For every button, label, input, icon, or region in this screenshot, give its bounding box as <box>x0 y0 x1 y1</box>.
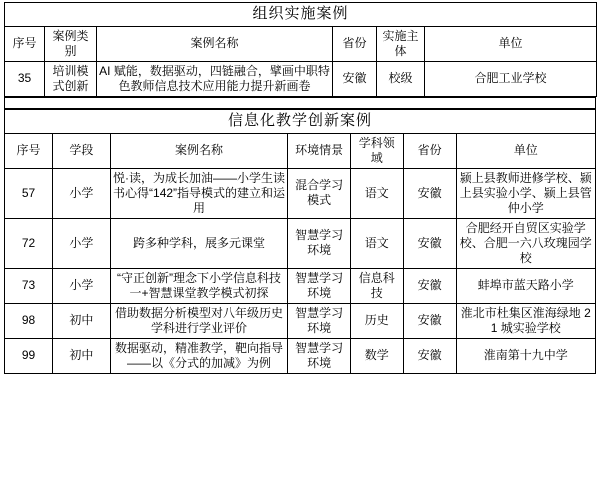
table-row <box>5 218 596 268</box>
col-header-unit: 单位 <box>425 26 597 61</box>
cell-environment: 智慧学习环境 <box>288 338 350 373</box>
col-header-case-name-2: 案例名称 <box>110 133 288 168</box>
cell-case-name: 悦·读，为成长加油——小学生读书心得“142”指导模式的建立和运用 <box>110 168 288 218</box>
spacer-row <box>5 97 596 108</box>
cell-province: 安徽 <box>403 168 456 218</box>
table-row <box>5 303 596 338</box>
cell-stage: 初中 <box>53 338 111 373</box>
section-title-row-2 <box>5 109 596 133</box>
col-header-province-2: 省份 <box>403 133 456 168</box>
cell-stage: 初中 <box>53 303 111 338</box>
cell-case-name: “守正创新”理念下小学信息科技一+智慧课堂教学模式初探 <box>110 268 288 303</box>
cell-province: 安徽 <box>403 268 456 303</box>
cell-no: 57 <box>5 168 53 218</box>
section-title-2: 信息化教学创新案例 <box>5 109 596 133</box>
cell-no: 73 <box>5 268 53 303</box>
table-header-row-2 <box>5 133 596 168</box>
cell-no: 99 <box>5 338 53 373</box>
cell-unit: 颍上县教师进修学校、颍上县实验小学、颍上县管仲小学 <box>456 168 595 218</box>
cell-no: 35 <box>5 61 45 96</box>
table-row <box>5 168 596 218</box>
cell-no: 72 <box>5 218 53 268</box>
cell-province: 安徽 <box>403 218 456 268</box>
cell-environment: 智慧学习环境 <box>288 303 350 338</box>
cell-environment: 混合学习模式 <box>288 168 350 218</box>
organization-implementation-table <box>4 2 597 97</box>
cell-case-name: AI 赋能，数据驱动，四链融合，擘画中职特色教师信息技术应用能力提升新画卷 <box>97 61 333 96</box>
cell-province: 安徽 <box>403 303 456 338</box>
cell-discipline: 语文 <box>350 168 403 218</box>
table-row <box>5 338 596 373</box>
cell-case-name: 跨多种学科，展多元课堂 <box>110 218 288 268</box>
teaching-innovation-table <box>4 109 596 374</box>
cell-unit: 淮北市杜集区淮海绿地 21 城实验学校 <box>456 303 595 338</box>
cell-unit: 合肥经开自贸区实验学校、合肥一六八玫瑰园学校 <box>456 218 595 268</box>
col-header-environment: 环境情景 <box>288 133 350 168</box>
cell-unit: 蚌埠市蓝天路小学 <box>456 268 595 303</box>
cell-unit: 淮南第十九中学 <box>456 338 595 373</box>
cell-stage: 小学 <box>53 168 111 218</box>
section-title-1: 组织实施案例 <box>5 3 597 27</box>
cell-stage: 小学 <box>53 218 111 268</box>
col-header-category: 案例类别 <box>45 26 97 61</box>
cell-category: 培训模式创新 <box>45 61 97 96</box>
spacer-table <box>4 97 596 109</box>
cell-discipline: 历史 <box>350 303 403 338</box>
table-row <box>5 268 596 303</box>
spacer-cell <box>5 97 596 108</box>
col-header-discipline: 学科领域 <box>350 133 403 168</box>
cell-subject: 校级 <box>377 61 425 96</box>
cell-environment: 智慧学习环境 <box>288 218 350 268</box>
col-header-subject: 实施主体 <box>377 26 425 61</box>
cell-discipline: 数学 <box>350 338 403 373</box>
cell-environment: 智慧学习环境 <box>288 268 350 303</box>
col-header-no: 序号 <box>5 26 45 61</box>
cell-unit: 合肥工业学校 <box>425 61 597 96</box>
table-header-row-1 <box>5 26 597 61</box>
cell-stage: 小学 <box>53 268 111 303</box>
col-header-unit-2: 单位 <box>456 133 595 168</box>
table-row <box>5 61 597 96</box>
cell-discipline: 语文 <box>350 218 403 268</box>
cell-case-name: 数据驱动，精准教学，靶向指导——以《分式的加减》为例 <box>110 338 288 373</box>
col-header-no-2: 序号 <box>5 133 53 168</box>
cell-province: 安徽 <box>333 61 377 96</box>
col-header-province: 省份 <box>333 26 377 61</box>
col-header-stage: 学段 <box>53 133 111 168</box>
section-title-row-1 <box>5 3 597 27</box>
cell-case-name: 借助数据分析模型对八年级历史学科进行学业评价 <box>110 303 288 338</box>
cell-discipline: 信息科技 <box>350 268 403 303</box>
cell-province: 安徽 <box>403 338 456 373</box>
cell-no: 98 <box>5 303 53 338</box>
col-header-case-name: 案例名称 <box>97 26 333 61</box>
